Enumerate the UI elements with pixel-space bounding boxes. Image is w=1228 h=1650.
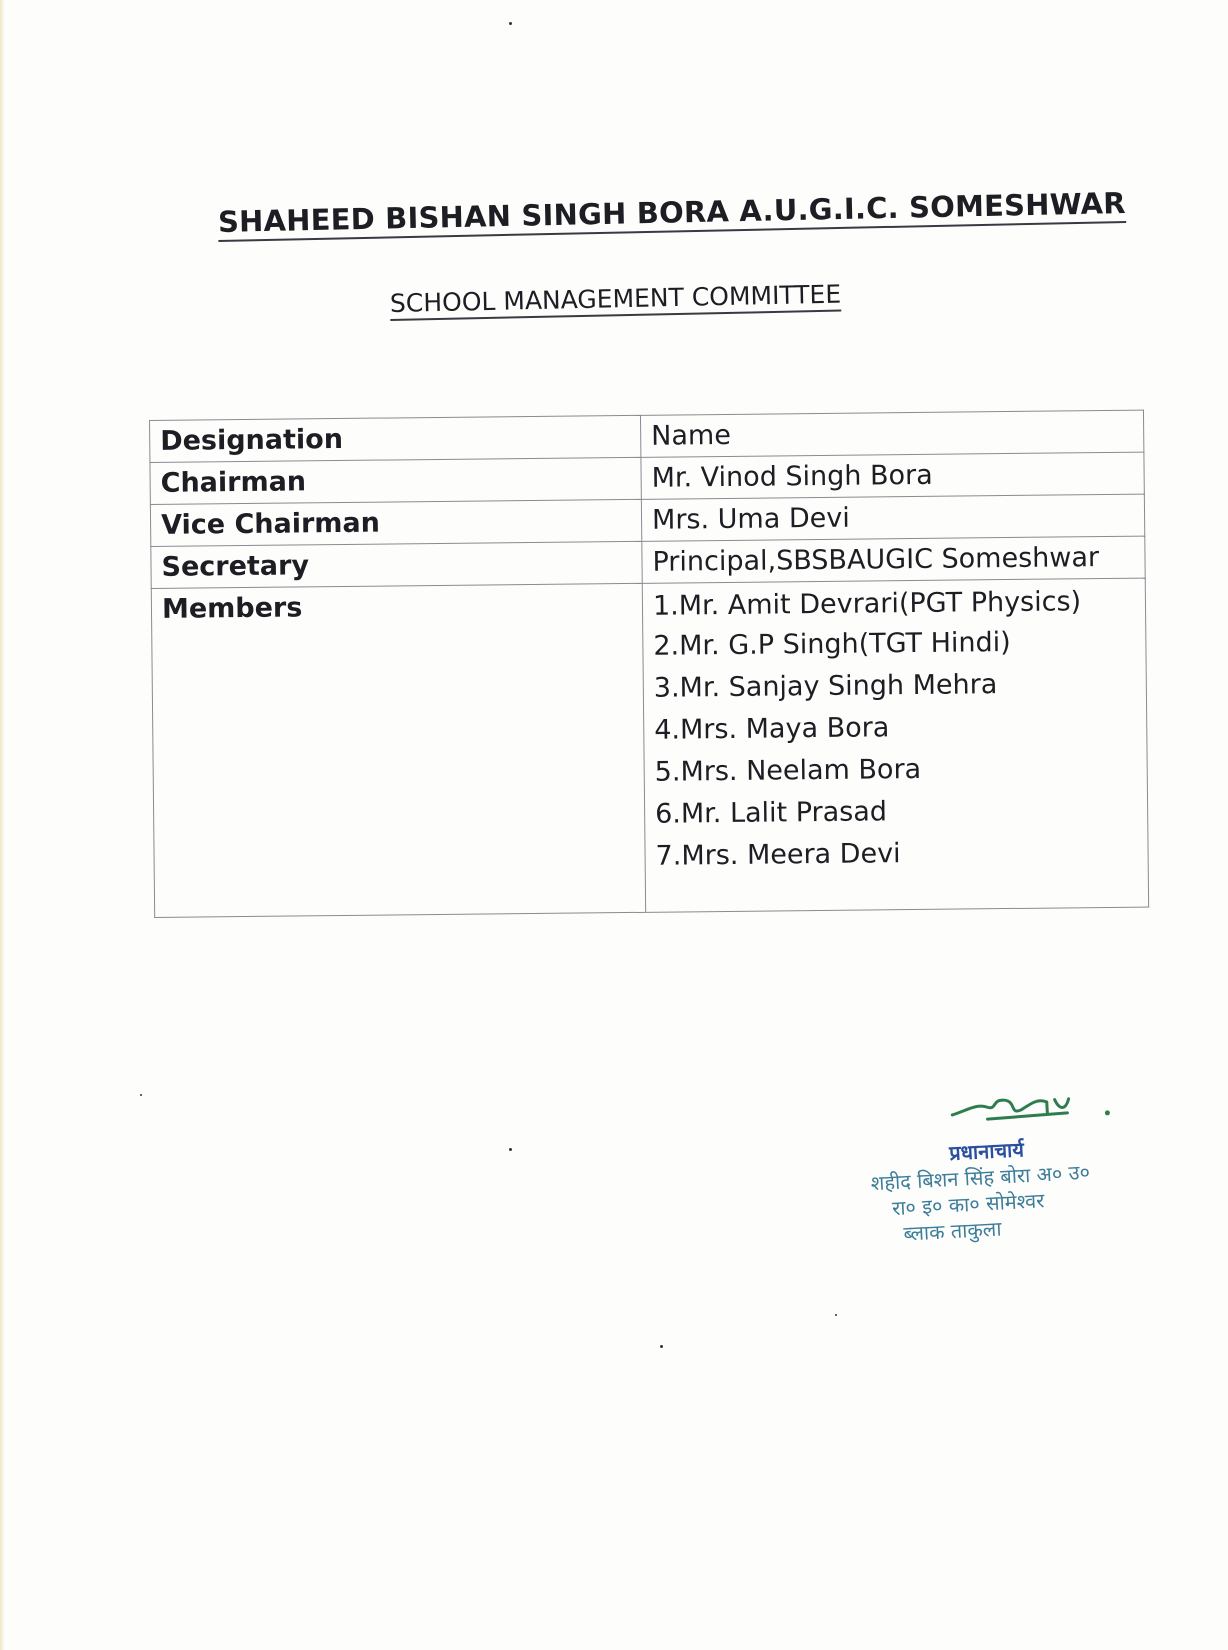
designation-cell: Secretary xyxy=(151,541,642,588)
member-item: 6.Mr. Lalit Prasad xyxy=(654,796,888,830)
document-title xyxy=(217,185,1127,239)
paper-speck xyxy=(835,1314,837,1316)
members-list xyxy=(653,583,1138,878)
name-cell: Mrs. Uma Devi xyxy=(641,494,1144,541)
paper-speck xyxy=(660,1345,663,1348)
stamp-line: शहीद बिशन सिंह बोरा अ० उ० xyxy=(870,1159,1091,1196)
designation-header: Designation xyxy=(150,415,641,462)
stamp-line: ब्लाक ताकुला xyxy=(902,1216,1003,1246)
document-subtitle xyxy=(390,280,842,318)
stamp-line: रा० इ० का० सोमेश्वर xyxy=(891,1188,1045,1221)
name-cell: Mr. Vinod Singh Bora xyxy=(641,452,1144,499)
document-title-text: SHAHEED BISHAN SINGH BORA A.U.G.I.C. SOMESHWAR xyxy=(218,186,1126,242)
members-list-cell xyxy=(642,578,1148,912)
paper-speck xyxy=(509,22,512,25)
designation-cell: Chairman xyxy=(150,457,641,504)
committee-table xyxy=(149,410,1149,918)
signature-icon xyxy=(946,1084,1118,1133)
paper-speck xyxy=(140,1094,142,1096)
member-item: 3.Mr. Sanjay Singh Mehra xyxy=(653,669,998,704)
name-header: Name xyxy=(640,410,1143,457)
member-item: 7.Mrs. Meera Devi xyxy=(655,838,901,872)
member-item: 4.Mrs. Maya Bora xyxy=(654,712,890,746)
member-item: 2.Mr. G.P Singh(TGT Hindi) xyxy=(653,626,1011,662)
member-item: 5.Mrs. Neelam Bora xyxy=(654,753,922,788)
name-cell: Principal,SBSBAUGIC Someshwar xyxy=(642,536,1145,583)
members-row xyxy=(151,578,1148,917)
designation-cell: Vice Chairman xyxy=(150,499,641,546)
stamp-line: प्रधानाचार्य xyxy=(948,1137,1025,1166)
paper-edge xyxy=(0,0,5,1650)
members-label-cell: Members xyxy=(151,583,645,917)
member-item: 1.Mr. Amit Devrari(PGT Physics) xyxy=(652,586,1082,622)
paper-speck xyxy=(509,1148,512,1151)
principal-stamp xyxy=(866,1083,1153,1247)
document-subtitle-text: SCHOOL MANAGEMENT COMMITTEE xyxy=(390,280,842,321)
